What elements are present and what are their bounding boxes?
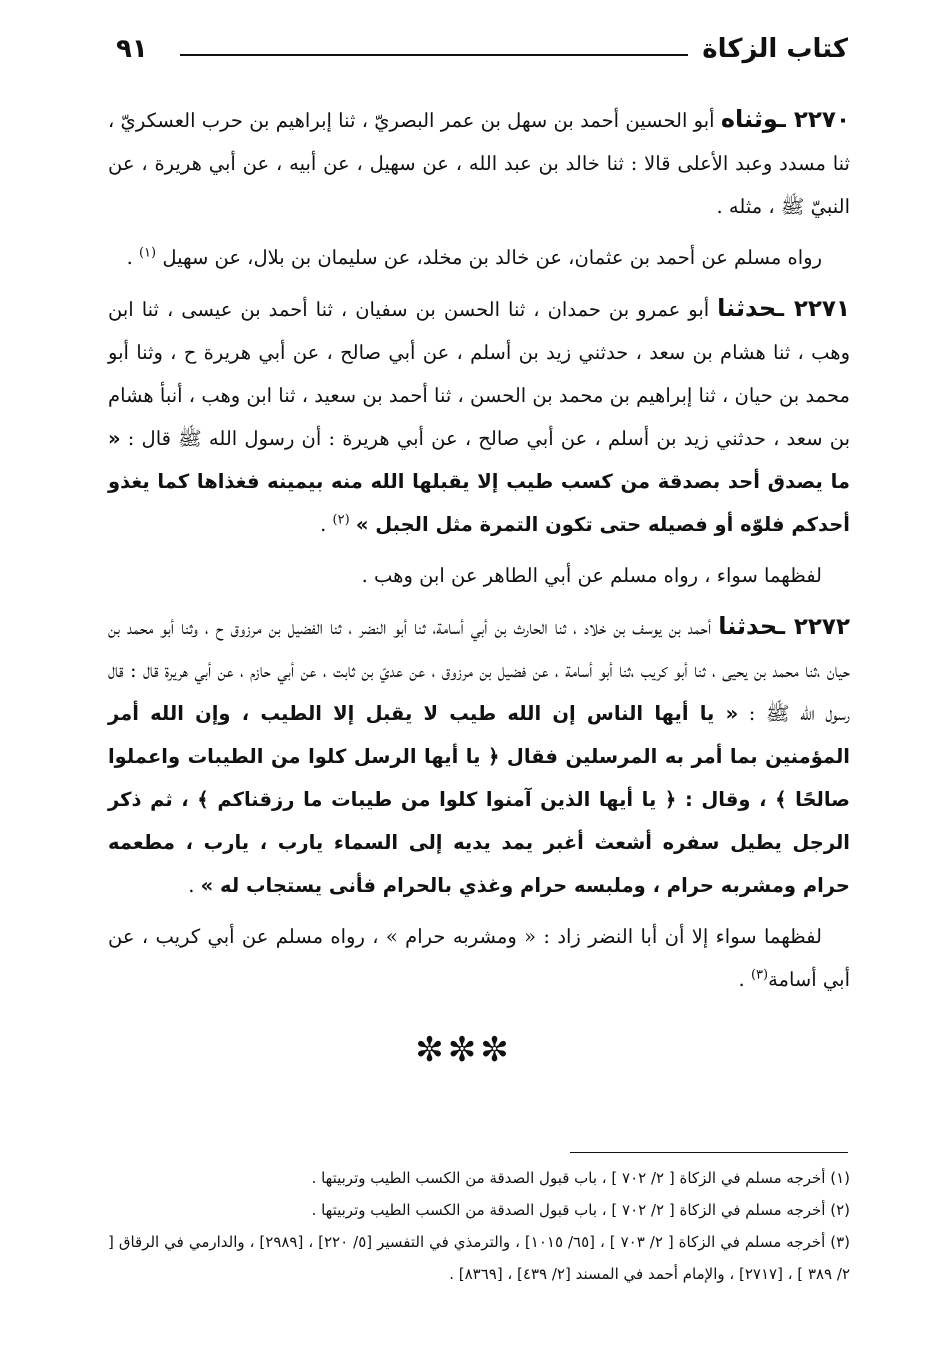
- commentary-text: لفظهما سواء ، رواه مسلم عن أبي الطاهر عن ابن وهب .: [361, 564, 822, 587]
- footnote-marker: (٣): [750, 967, 769, 983]
- hadith-lead-word: وثناه: [720, 105, 778, 133]
- page-header: [110, 30, 848, 74]
- hadith-matn: « ما يصدق أحد بصدقة من كسب طيب إلا يقبلها الله منه بيمينه فغذاها كما يغذو أحدكم فلوّه أو فصيله حتى تكون التمرة مثل الجبل »: [108, 427, 850, 536]
- chapter-title: كتاب الزكاة: [702, 34, 848, 64]
- commentary-text: لفظهما سواء إلا أن أبا النضر زاد : « ومشربه حرام » ، رواه مسلم عن أبي كريب ، عن أبي أسامة: [108, 925, 850, 991]
- sentence-end: .: [126, 246, 139, 269]
- footnote-2: (٢) أخرجه مسلم في الزكاة [ ٢/ ٧٠٢ ] ، باب قبول الصدقة من الكسب الطيب وتربيتها .: [311, 1201, 850, 1219]
- main-text: [108, 98, 850, 1009]
- hadith-number: ٢٢٧١ ـ: [776, 296, 850, 322]
- section-ornament: ✼✼✼: [415, 1030, 513, 1070]
- hadith-number: ٢٢٧٠ ـ: [777, 107, 850, 133]
- footnote-divider: [570, 1152, 848, 1153]
- footnote-1: (١) أخرجه مسلم في الزكاة [ ٢/ ٧٠٢ ] ، باب قبول الصدقة من الكسب الطيب وتربيتها .: [311, 1169, 850, 1187]
- hadith-isnad: أبو عمرو بن حمدان ، ثنا الحسن بن سفيان ، ثنا أحمد بن عيسى ، ثنا ابن وهب ، ثنا هشام بن سعد ، حدثني زيد بن أسلم ، عن أبي صالح ، عن أبي هريرة ح ، وثنا أبو محمد بن حيان ، ثنا إبراهيم بن محمد بن الحسن ، ثنا أحمد بن سعيد ، ثنا ابن وهب ، أنبأ هشام بن سعد ، حدثني زيد بن أسلم ، عن أبي صالح ، عن أبي هريرة : أن رسول الله ﷺ قال :: [108, 298, 850, 450]
- hadith-lead-word: حدثنا: [717, 294, 777, 322]
- sentence-end: .: [738, 968, 751, 991]
- hadith-number: ٢٢٧٢ ـ: [777, 614, 850, 640]
- hadith-2272: [108, 605, 850, 907]
- sentence-end: .: [320, 513, 333, 536]
- hadith-lead-word: حدثنا: [718, 612, 778, 640]
- header-divider: [180, 54, 688, 56]
- hadith-2270: [108, 98, 850, 228]
- footnote-marker: (٢): [332, 512, 350, 528]
- sentence-end: .: [188, 874, 201, 897]
- footnotes: [108, 1162, 850, 1290]
- footnote-marker: (١): [138, 245, 157, 261]
- footnote-3: (٣) أخرجه مسلم في الزكاة [ ٢/ ٧٠٣ ] ، [٦٥/ ١٠١٥] ، والترمذي في التفسير [٥/ ٢٢٠] ، [٢٩٨٩] ، والدارمي في الرقاق [ ٢/ ٣٨٩ ] ، [٢٧١٧] ، والإمام أحمد في المسند [٢/ ٤٣٩] ، [٨٣٦٩] .: [108, 1233, 850, 1283]
- commentary-note: [108, 236, 850, 279]
- commentary-text: رواه مسلم عن أحمد بن عثمان، عن خالد بن مخلد، عن سليمان بن بلال، عن سهيل: [162, 246, 822, 269]
- hadith-isnad: أبو الحسين أحمد بن سهل بن عمر البصريّ ، ثنا إبراهيم بن حرب العسكريّ ، ثنا مسدد وعبد الأعلى قالا : ثنا خالد بن عبد الله ، عن سهيل ، عن أبيه ، عن أبي هريرة ، عن النبيّ ﷺ ، مثله .: [108, 109, 850, 218]
- commentary-note: [108, 554, 850, 597]
- hadith-isnad: أحمد بن يوسف بن خلاد ، ثنا الحارث بن أبي أسامة، ثنا أبو النضر ، ثنا الفضيل بن مرزوق ح ، وثنا أبو محمد بن حيان ،ثنا محمد بن يحيى ، ثنا أبو كريب ،ثنا أبو أسامة ، عن فضيل بن مرزوق ، عن عديّ بن ثابت ، عن أبي حازم ، عن أبي هريرة قال : قال رسول الله ﷺ :: [108, 616, 850, 725]
- commentary-note: [108, 915, 850, 1001]
- hadith-2271: [108, 287, 850, 546]
- page-number: ٩١: [116, 34, 148, 64]
- hadith-matn: « يا أيها الناس إن الله طيب لا يقبل إلا الطيب ، وإن الله أمر المؤمنين بما أمر به المرسلين فقال ﴿ يا أيها الرسل كلوا من الطيبات واعملوا صالحًا ﴾ ، وقال : ﴿ يا أيها الذين آمنوا كلوا من طيبات ما رزقناكم ﴾ ، ثم ذكر الرجل يطيل سفره أشعث أغبر يمد يديه إلى السماء يارب ، يارب ، مطعمه حرام ومشربه حرام ، وملبسه حرام وغذي بالحرام فأنى يستجاب له »: [108, 702, 850, 897]
